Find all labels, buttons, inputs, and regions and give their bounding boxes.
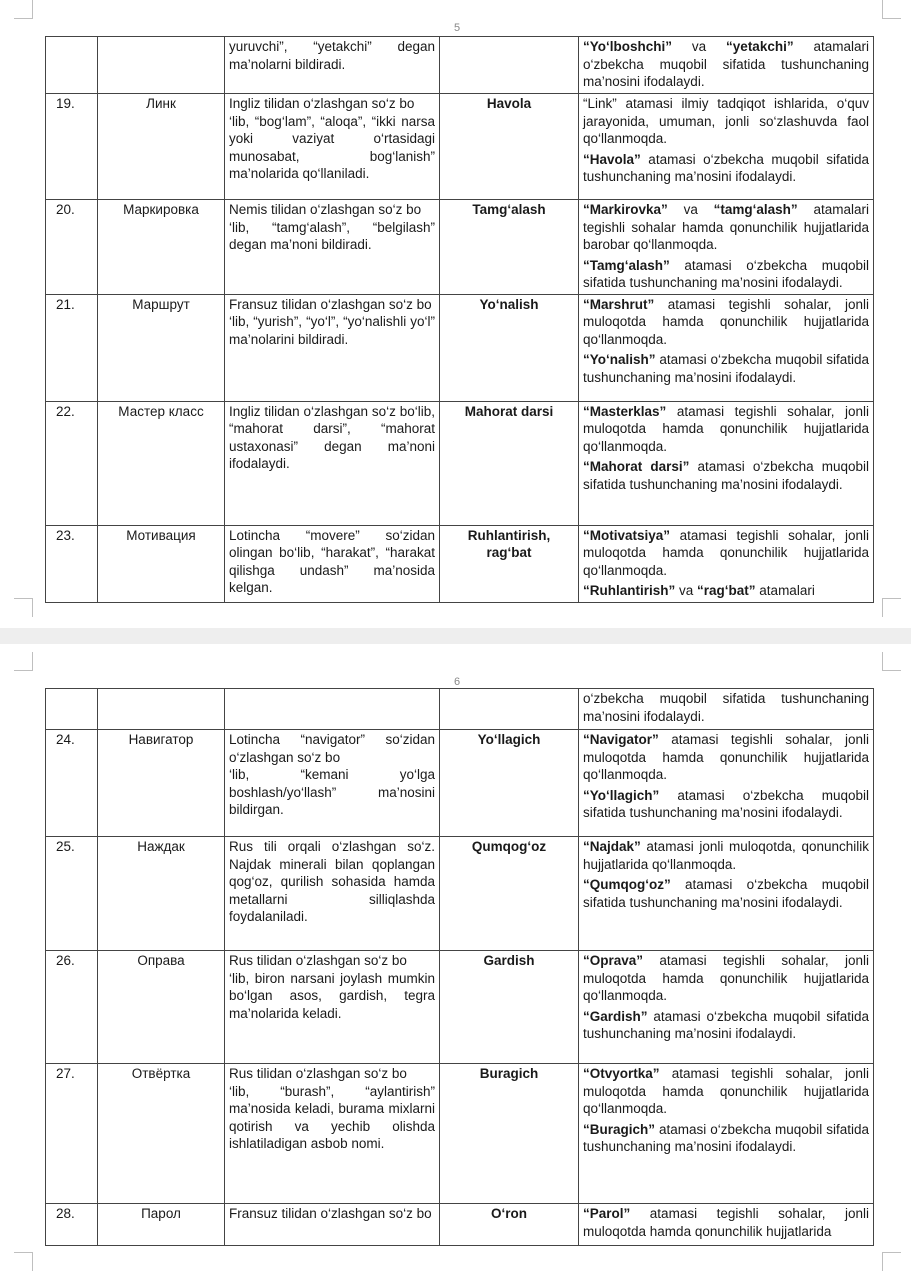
note-paragraph — [583, 201, 869, 254]
description-line: ‘lib, “burash”, “aylantirish” ma’nosida keladi, burama mixlarni qotirish va yechib olishda ishlatiladigan asbob nomi. — [229, 1083, 435, 1151]
term-highlight: “Yo‘lboshchi” — [583, 39, 673, 54]
description-line: ‘lib, “tamg‘alash”, “belgilash” degan ma’noni bildiradi. — [229, 219, 435, 252]
description-line: ‘lib, “kemani yo‘lga boshlash/yo‘llash” ma’nosini bildirgan. — [229, 767, 435, 817]
note-paragraph — [583, 1065, 869, 1118]
term-highlight: “Tamg‘alash” — [583, 257, 670, 273]
note-paragraph — [583, 351, 869, 386]
row-number-cell: 25. — [46, 837, 98, 951]
page-number: 6 — [453, 676, 461, 688]
usage-note-cell — [579, 94, 874, 200]
note-paragraph — [583, 582, 869, 600]
description-line: ‘lib, biron narsani joylash mumkin bo‘lgan asos, gardish, tegra ma’nolarida keladi. — [229, 970, 435, 1021]
russian-term-cell: Маркировка — [98, 200, 225, 295]
crop-mark — [882, 598, 901, 617]
page-number: 5 — [453, 22, 461, 34]
description-line: Ingliz tilidan o‘zlashgan so‘z bo‘lib, “mahorat darsi”, “mahorat ustaxonasi” degan ma’noni ifodalaydi. — [229, 403, 435, 471]
russian-term-cell: Наждак — [98, 837, 225, 951]
description-line: Rus tilidan o‘zlashgan so‘z bo — [229, 1066, 407, 1081]
note-text: o‘zbekcha muqobil sifatida tushunchaning ma’nosini ifodalaydi. — [583, 691, 869, 724]
description-cell — [225, 94, 440, 200]
note-text: atamasi tegishli sohalar, jonli muloqotda hamda qonunchilik hujjatlarida qo‘llanmoqda. — [583, 527, 869, 578]
term-highlight: “Yo‘nalish” — [583, 352, 656, 367]
note-paragraph — [583, 1121, 869, 1156]
term-highlight: “Mahorat darsi” — [583, 459, 690, 474]
description-cell — [225, 689, 440, 730]
note-text: atamasi o‘zbekcha muqobil sifatida tushunchaning ma’nosini ifodalaydi. — [583, 1008, 869, 1041]
russian-term-cell: Мастер класс — [98, 401, 225, 525]
description-line: ‘lib, “yurish”, “yo‘l”, “yo‘nalishli yo‘l” ma’nolarini bildiradi. — [229, 314, 435, 347]
usage-note-cell — [579, 525, 874, 602]
russian-term-cell: Навигатор — [98, 730, 225, 837]
crop-mark — [14, 598, 33, 617]
term-highlight: “Ruhlantirish” — [583, 583, 676, 598]
term-highlight: “rag‘bat” — [697, 583, 756, 598]
note-text: va — [667, 202, 714, 217]
uzbek-equivalent-cell: O‘ron — [440, 1204, 579, 1246]
row-number-cell: 22. — [46, 401, 98, 525]
crop-mark — [882, 1252, 901, 1271]
term-highlight: “yetakchi” — [726, 39, 794, 54]
note-text: atamasi tegishli sohalar, jonli muloqotda hamda qonunchilik hujjatlarida qo‘llanmoqda. — [583, 953, 869, 1003]
note-paragraph — [583, 876, 869, 911]
description-cell — [225, 730, 440, 837]
table-row — [46, 94, 874, 200]
description-line: yuruvchi”, “yetakchi” degan ma’nolarni bildiradi. — [229, 39, 435, 72]
description-line: Fransuz tilidan o‘zlashgan so‘z bo — [229, 1206, 432, 1221]
note-paragraph — [583, 1205, 869, 1240]
usage-note-cell — [579, 1064, 874, 1204]
note-paragraph — [583, 458, 869, 493]
term-highlight: “Markirovka” — [583, 202, 668, 217]
russian-term-cell — [98, 689, 225, 730]
russian-term-cell: Парол — [98, 1204, 225, 1246]
note-text: atamasi tegishli sohalar, jonli muloqotda hamda qonunchilik hujjatlarida qo‘llanmoqda. — [583, 296, 869, 347]
table-row — [46, 37, 874, 94]
note-paragraph — [583, 95, 869, 148]
term-highlight: “Motivatsiya” — [583, 527, 671, 543]
description-cell — [225, 200, 440, 295]
note-text: atamasi tegishli sohalar, jonli muloqotda hamda qonunchilik hujjatlarida qo‘llanmoqda. — [583, 403, 869, 454]
description-cell — [225, 37, 440, 94]
crop-mark — [14, 0, 33, 19]
note-paragraph — [583, 838, 869, 873]
terms-table — [45, 36, 874, 603]
uzbek-equivalent-cell: Tamg‘alash — [440, 200, 579, 295]
note-text: “Link” atamasi ilmiy tadqiqot ishlarida, o‘quv jarayonida, umuman, jonli so‘zlashuvda faol qo‘llanmoqda. — [583, 96, 869, 146]
usage-note-cell — [579, 730, 874, 837]
note-text: atamasi o‘zbekcha muqobil sifatida tushunchaning ma’nosini ifodalaydi. — [583, 877, 869, 910]
description-cell — [225, 951, 440, 1064]
row-number-cell: 19. — [46, 94, 98, 200]
table-row — [46, 1204, 874, 1246]
note-paragraph — [583, 257, 869, 292]
uzbek-equivalent-cell: Mahorat darsi — [440, 401, 579, 525]
terms-table — [45, 688, 874, 1246]
term-highlight: “Najdak” — [583, 839, 641, 854]
row-number-cell: 20. — [46, 200, 98, 295]
uzbek-equivalent-cell: Ruhlantirish, rag‘bat — [440, 525, 579, 602]
russian-term-cell: Линк — [98, 94, 225, 200]
table-row — [46, 951, 874, 1064]
description-line: Lotincha “navigator” so‘zidan o‘zlashgan so‘z bo — [229, 732, 435, 765]
uzbek-equivalent-cell: Gardish — [440, 951, 579, 1064]
uzbek-equivalent-cell — [440, 689, 579, 730]
note-text: atamalari — [755, 583, 815, 598]
note-text: atamasi o‘zbekcha muqobil sifatida tushunchaning ma’nosini ifodalaydi. — [583, 459, 869, 492]
note-text: atamasi tegishli sohalar, jonli muloqotda hamda qonunchilik hujjatlarida qo‘llanmoqda. — [583, 732, 869, 782]
note-text: atamasi tegishli sohalar, jonli muloqotda hamda qonunchilik hujjatlarida qo‘llanmoqda. — [583, 1066, 869, 1116]
note-paragraph — [583, 151, 869, 186]
usage-note-cell — [579, 1204, 874, 1246]
note-text: atamalari o‘zbekcha muqobil sifatida tushunchaning ma’nosini ifodalaydi. — [583, 39, 869, 89]
table-row — [46, 1064, 874, 1204]
term-highlight: “Marshrut” — [583, 296, 655, 312]
uzbek-equivalent-cell — [440, 37, 579, 94]
usage-note-cell — [579, 689, 874, 730]
note-paragraph — [583, 527, 869, 580]
description-line: Nemis tilidan o‘zlashgan so‘z bo — [229, 202, 422, 217]
note-text: atamalari tegishli sohalar hamda qonunchilik hujjatlarida barobar qo‘llanmoqda. — [583, 202, 869, 252]
note-paragraph — [583, 1008, 869, 1043]
description-cell — [225, 525, 440, 602]
note-paragraph — [583, 38, 869, 91]
usage-note-cell — [579, 200, 874, 295]
description-cell — [225, 1204, 440, 1246]
description-line: Lotincha “movere” so‘zidan olingan bo‘lib, “harakat”, “harakat qilishga undash” ma’nosida kelgan. — [229, 527, 435, 595]
russian-term-cell: Отвёртка — [98, 1064, 225, 1204]
russian-term-cell: Маршрут — [98, 294, 225, 401]
row-number-cell: 28. — [46, 1204, 98, 1246]
term-highlight: “Buragich” — [583, 1121, 656, 1137]
row-number-cell: 27. — [46, 1064, 98, 1204]
row-number-cell: 21. — [46, 294, 98, 401]
table-row — [46, 730, 874, 837]
usage-note-cell — [579, 37, 874, 94]
page-separator — [0, 628, 911, 644]
note-text: atamasi jonli muloqotda, qonunchilik hujjatlarida qo‘llanmoqda. — [583, 839, 869, 872]
term-highlight: “Yo‘llagich” — [583, 787, 660, 803]
row-number-cell — [46, 37, 98, 94]
table-row — [46, 401, 874, 525]
note-paragraph — [583, 731, 869, 784]
note-paragraph — [583, 787, 869, 822]
description-cell — [225, 401, 440, 525]
note-text: atamasi o‘zbekcha muqobil sifatida tushunchaning ma’nosini ifodalaydi. — [583, 1121, 869, 1154]
russian-term-cell — [98, 37, 225, 94]
description-line: Rus tilidan o‘zlashgan so‘z bo — [229, 953, 407, 968]
russian-term-cell: Мотивация — [98, 525, 225, 602]
usage-note-cell — [579, 401, 874, 525]
table-row — [46, 294, 874, 401]
note-paragraph — [583, 690, 869, 725]
description-line: Rus tili orqali o‘zlashgan so‘z. Najdak minerali bilan qoplangan qog‘oz, qurilish sohasida hamda metallarni silliqlashda foydalaniladi. — [229, 839, 435, 924]
note-text: va — [675, 583, 698, 598]
note-paragraph — [583, 952, 869, 1005]
description-line: Fransuz tilidan o‘zlashgan so‘z bo — [229, 296, 432, 312]
row-number-cell: 24. — [46, 730, 98, 837]
document-page-6 — [0, 644, 911, 1280]
row-number-cell — [46, 689, 98, 730]
description-cell — [225, 294, 440, 401]
row-number-cell: 26. — [46, 951, 98, 1064]
document-page-5 — [0, 0, 911, 628]
term-highlight: “Masterklas” — [583, 403, 667, 419]
note-text: atamasi tegishli sohalar, jonli muloqotda hamda qonunchilik hujjatlarida — [583, 1206, 869, 1239]
crop-mark — [14, 652, 33, 671]
note-paragraph — [583, 296, 869, 349]
note-text: atamasi o‘zbekcha muqobil sifatida tushunchaning ma’nosini ifodalaydi. — [583, 352, 869, 385]
note-text: va — [672, 39, 727, 54]
description-line: Ingliz tilidan o‘zlashgan so‘z bo — [229, 96, 415, 111]
uzbek-equivalent-cell: Havola — [440, 94, 579, 200]
note-paragraph — [583, 403, 869, 456]
crop-mark — [14, 1252, 33, 1271]
usage-note-cell — [579, 294, 874, 401]
usage-note-cell — [579, 837, 874, 951]
description-line: ‘lib, “bog‘lam”, “aloqa”, “ikki narsa yoki vaziyat o‘rtasidagi munosabat, bog‘lanish” ma’nolarida qo‘llaniladi. — [229, 113, 435, 181]
table-row — [46, 200, 874, 295]
table-row — [46, 837, 874, 951]
description-cell — [225, 1064, 440, 1204]
uzbek-equivalent-cell: Qumqog‘oz — [440, 837, 579, 951]
uzbek-equivalent-cell: Yo‘llagich — [440, 730, 579, 837]
term-highlight: “Gardish” — [583, 1008, 648, 1024]
term-highlight: “Navigator” — [583, 732, 659, 747]
term-highlight: “Qumqog‘oz” — [583, 877, 671, 892]
term-highlight: “Otvyortka” — [583, 1066, 660, 1081]
uzbek-equivalent-cell: Yo‘nalish — [440, 294, 579, 401]
note-text: atamasi o‘zbekcha muqobil sifatida tushunchaning ma’nosini ifodalaydi. — [583, 257, 869, 290]
term-highlight: “Oprava” — [583, 953, 644, 968]
description-cell — [225, 837, 440, 951]
crop-mark — [882, 652, 901, 671]
usage-note-cell — [579, 951, 874, 1064]
table-row — [46, 689, 874, 730]
russian-term-cell: Оправа — [98, 951, 225, 1064]
note-text: atamasi o‘zbekcha muqobil sifatida tushunchaning ma’nosini ifodalaydi. — [583, 151, 869, 184]
crop-mark — [882, 0, 901, 19]
note-text: atamasi o‘zbekcha muqobil sifatida tushunchaning ma’nosini ifodalaydi. — [583, 787, 869, 820]
row-number-cell: 23. — [46, 525, 98, 602]
uzbek-equivalent-cell: Buragich — [440, 1064, 579, 1204]
term-highlight: “tamg‘alash” — [713, 202, 798, 217]
table-row — [46, 525, 874, 602]
term-highlight: “Havola” — [583, 151, 641, 167]
term-highlight: “Parol” — [583, 1206, 631, 1221]
